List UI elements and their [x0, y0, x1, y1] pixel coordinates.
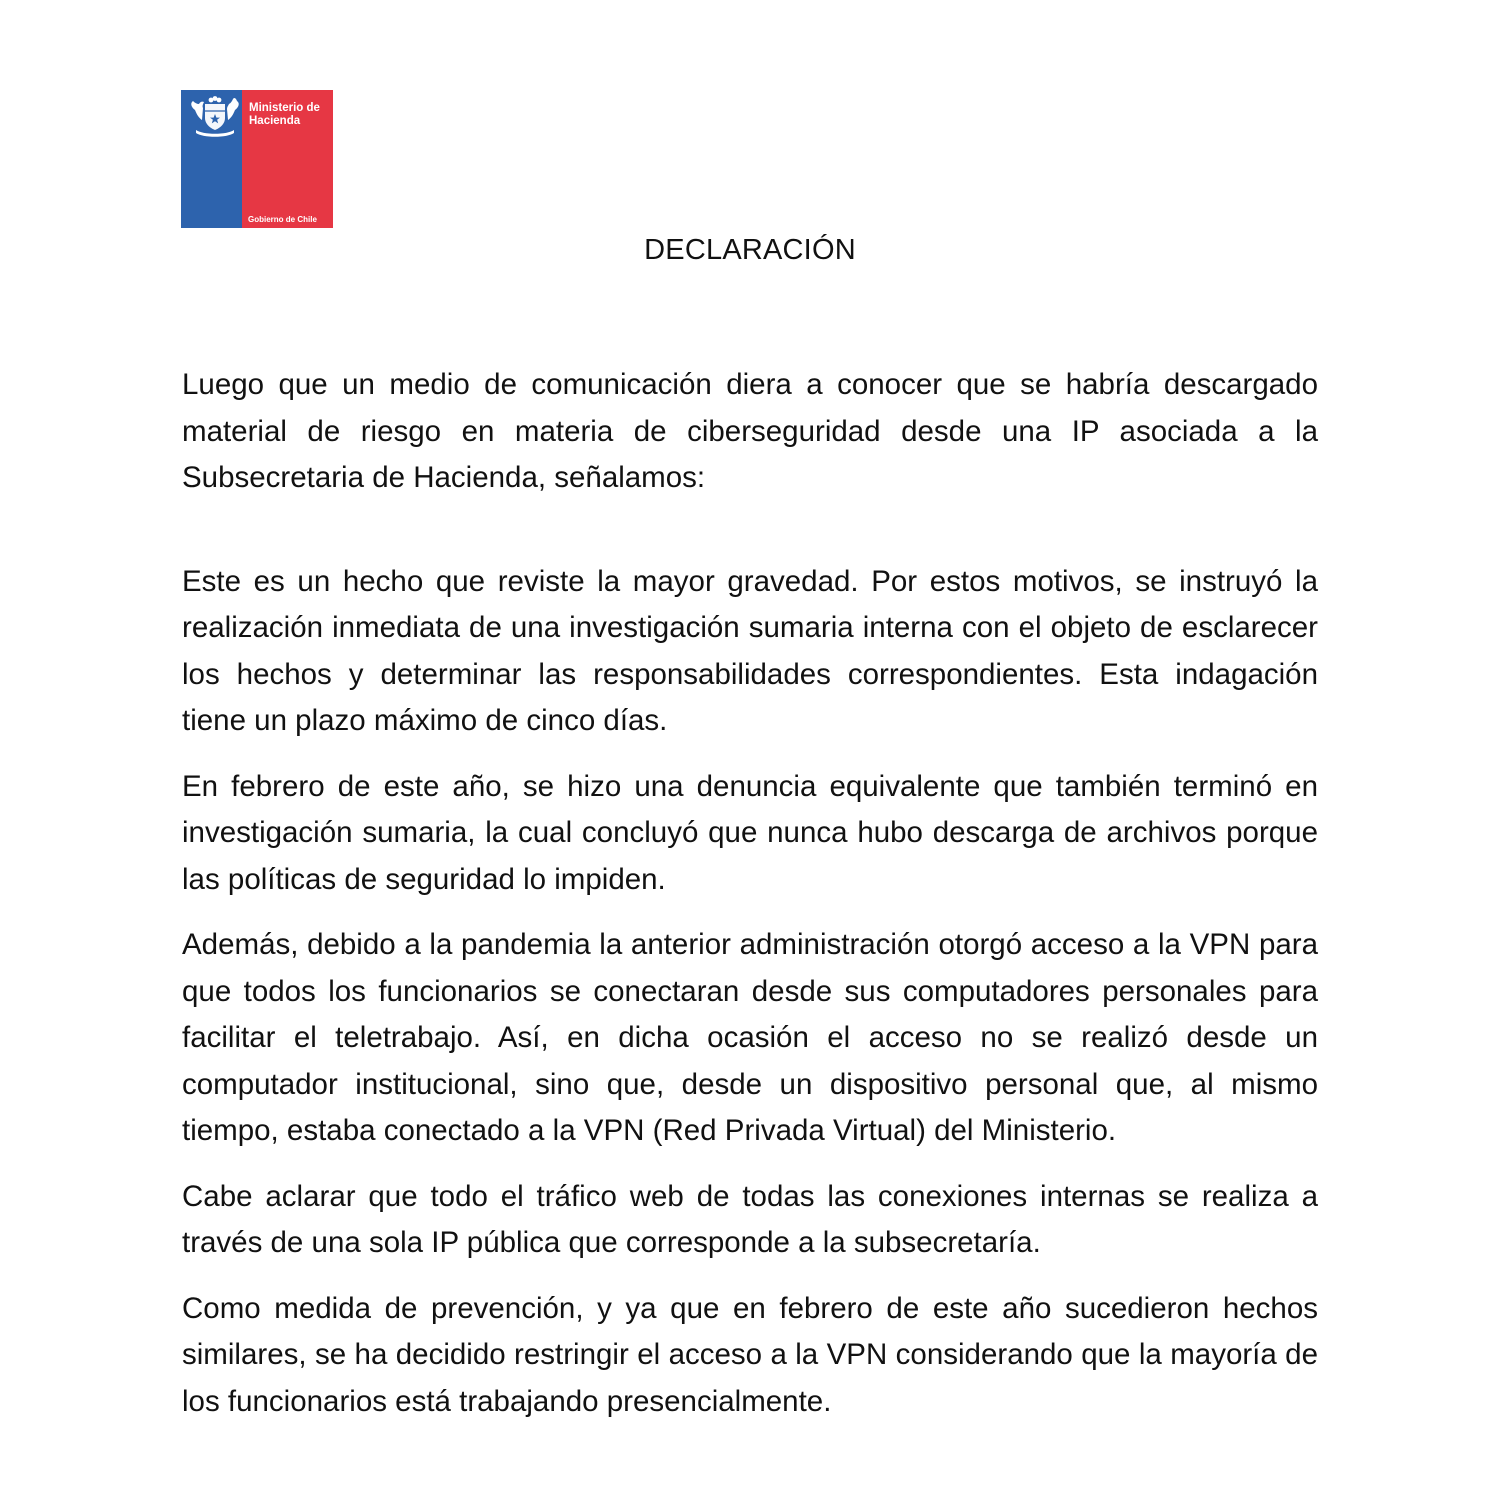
paragraph-public-ip: Cabe aclarar que todo el tráfico web de todas las conexiones internas se realiza a través de una sola IP pública que corresponde a la subsecretaría.	[182, 1179, 1318, 1259]
paragraph-vpn-access: Además, debido a la pandemia la anterior administración otorgó acceso a la VPN para que todos los funcionarios se conectaran desde sus computadores personales para facilitar el teletrabajo. Así, en dicha ocasión el acceso no se realizó desde un computador institucional, sino que, desde un dispositivo personal que, al mismo tiempo, estaba conectado a la VPN (Red Privada Virtual) del Ministerio.	[182, 928, 1318, 1147]
ministry-logo	[181, 90, 333, 228]
paragraph-investigation: Este es un hecho que reviste la mayor gravedad. Por estos motivos, se instruyó la realización inmediata de una investigación sumaria interna con el objeto de esclarecer los hechos y determinar las responsabilidades correspondientes. Esta indagación tiene un plazo máximo de cinco días.	[182, 564, 1318, 737]
paragraph-february-report: En febrero de este año, se hizo una denuncia equivalente que también terminó en investigación sumaria, la cual concluyó que nunca hubo descarga de archivos porque las políticas de seguridad lo impiden.	[182, 769, 1318, 896]
declaration-body	[182, 362, 1318, 1425]
coat-of-arms-icon	[187, 94, 243, 138]
logo-government-label: Gobierno de Chile	[248, 215, 317, 224]
logo-ministry-name: Ministerio de Hacienda	[249, 102, 320, 127]
document-title: DECLARACIÓN	[644, 234, 856, 266]
paragraph-intro: Luego que un medio de comunicación diera a conocer que se habría descargado material de riesgo en materia de ciberseguridad desde una IP asociada a la Subsecretaria de Hacienda, señalamos:	[182, 368, 1318, 494]
paragraph-prevention: Como medida de prevención, y ya que en febrero de este año sucedieron hechos similares, se ha decidido restringir el acceso a la VPN considerando que la mayoría de los funcionarios está trabajando presencialmente.	[182, 1291, 1318, 1418]
logo-red-panel	[242, 90, 333, 228]
logo-blue-panel	[181, 90, 242, 228]
